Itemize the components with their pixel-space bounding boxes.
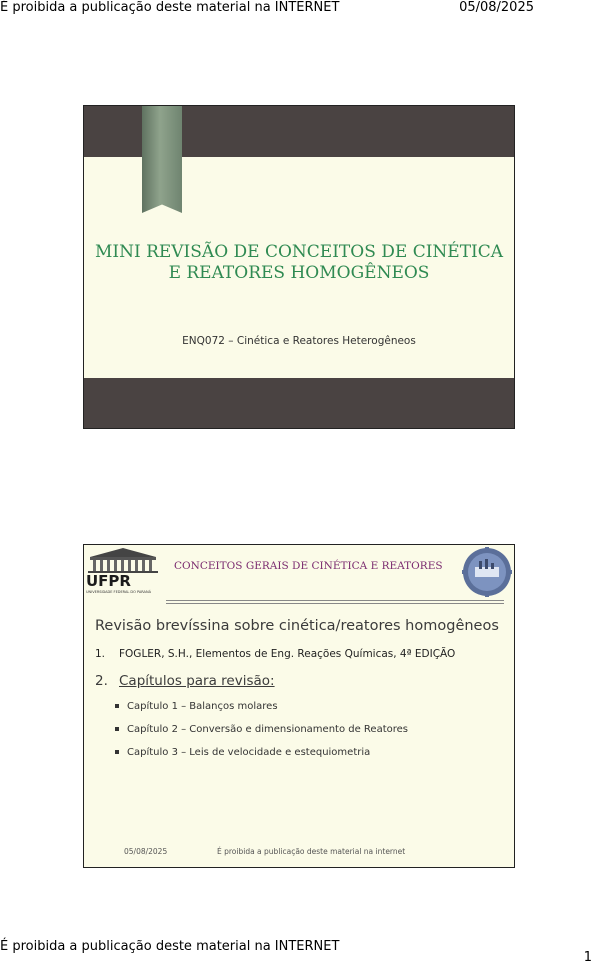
slide-2-heading: Revisão brevíssina sobre cinética/reatores homogêneos <box>95 618 499 634</box>
chapters-heading-text: Capítulos para revisão: <box>119 673 275 689</box>
chapters-number: 2. <box>95 673 108 689</box>
page-footer-notice: É proibida a publicação deste material na INTERNET <box>0 939 340 954</box>
list-item <box>115 701 278 712</box>
department-gear-logo-icon <box>462 547 512 597</box>
bullet-icon <box>115 727 119 731</box>
list-item <box>115 747 370 758</box>
ufpr-logo-subtext: UNIVERSIDADE FEDERAL DO PARANÁ <box>86 590 151 594</box>
ribbon-decoration <box>142 106 182 213</box>
slide-bottom-band <box>84 378 514 428</box>
slide-1 <box>83 105 515 429</box>
slide-1-title <box>84 242 514 284</box>
page-number: 1 <box>583 950 592 965</box>
slide-2 <box>83 544 515 868</box>
page-header-date: 05/08/2025 <box>459 0 534 15</box>
divider <box>166 603 504 604</box>
title-line-1: MINI REVISÃO DE CONCEITOS DE CINÉTICA <box>94 242 504 262</box>
slide-1-subtitle: ENQ072 – Cinética e Reatores Heterogêneos <box>182 335 416 347</box>
page-header-notice: É proibida a publicação deste material na INTERNET <box>0 0 340 15</box>
title-line-2: E REATORES HOMOGÊNEOS <box>168 263 430 283</box>
slide-footer-date: 05/08/2025 <box>124 847 168 856</box>
list-item-text: Capítulo 1 – Balanços molares <box>127 701 278 712</box>
reference-number: 1. <box>95 648 106 660</box>
chapters-heading <box>95 673 275 689</box>
reference-item <box>95 648 455 660</box>
reference-text: FOGLER, S.H., Elementos de Eng. Reações Químicas, 4ª EDIÇÃO <box>119 648 456 660</box>
ufpr-logo-text: UFPR <box>86 572 131 590</box>
list-item-text: Capítulo 3 – Leis de velocidade e estequiometria <box>127 747 371 758</box>
slide-2-title: CONCEITOS GERAIS DE CINÉTICA E REATORES <box>174 560 443 572</box>
list-item <box>115 724 408 735</box>
slide-footer-notice: É proibida a publicação deste material na internet <box>217 847 406 856</box>
list-item-text: Capítulo 2 – Conversão e dimensionamento de Reatores <box>127 724 409 735</box>
bullet-icon <box>115 750 119 754</box>
bullet-icon <box>115 704 119 708</box>
divider <box>166 600 504 601</box>
